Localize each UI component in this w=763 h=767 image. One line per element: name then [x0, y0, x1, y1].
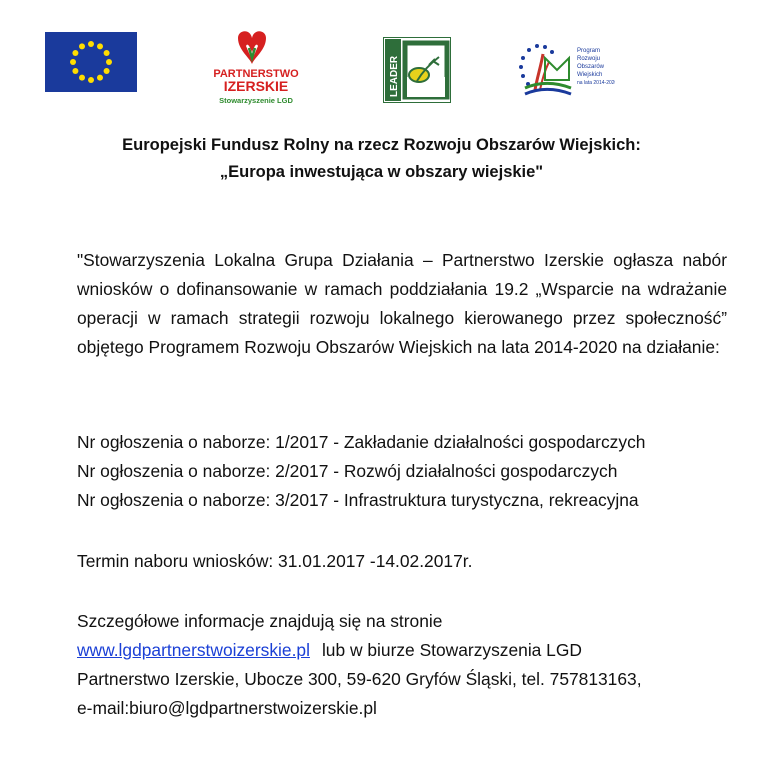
- info-line-2-rest: lub w biurze Stowarzyszenia LGD: [321, 640, 582, 660]
- call-item-2: Nr ogłoszenia o naborze: 2/2017 - Rozwój działalności gospodarczych: [77, 461, 618, 481]
- title-line-2: „Europa inwestująca w obszary wiejskie": [219, 163, 544, 181]
- pi-line3: Stowarzyszenie LGD: [219, 96, 293, 105]
- prow-grain-icon: [525, 54, 571, 94]
- prow-line5: na lata 2014-2020: [577, 80, 615, 86]
- pi-line2: IZERSKIE: [223, 78, 289, 94]
- application-term: Termin naboru wniosków: 31.01.2017 -14.02.2017r.: [77, 551, 473, 571]
- info-line-3: Partnerstwo Izerskie, Ubocze 300, 59-620 Gryfów Śląski, tel. 757813163,: [77, 669, 642, 689]
- call-item-1: Nr ogłoszenia o naborze: 1/2017 - Zakładanie działalności gospodarczych: [77, 432, 646, 452]
- leader-text: LEADER: [389, 55, 400, 97]
- eu-flag-logo: [45, 32, 137, 92]
- prow-line3: Obszarów: [577, 64, 605, 70]
- pi-line1: PARTNERSTWO: [213, 68, 299, 80]
- title-line-1: Europejski Fundusz Rolny na rzecz Rozwoju Obszarów Wiejskich:: [122, 136, 641, 154]
- prow-line2: Rozwoju: [577, 56, 601, 62]
- prow-line1: Program: [577, 48, 601, 54]
- website-link[interactable]: www.lgdpartnerstwoizerskie.pl: [77, 640, 310, 660]
- leader-logo: [383, 37, 451, 103]
- heart-icon: [238, 31, 266, 64]
- call-item-3: Nr ogłoszenia o naborze: 3/2017 - Infrastruktura turystyczna, rekreacyjna: [77, 490, 639, 510]
- info-line-1: Szczegółowe informacje znajdują się na stronie: [77, 611, 443, 631]
- partnerstwo-izerskie-logo: [202, 28, 310, 108]
- info-line-2: [77, 636, 727, 665]
- prow-logo: [515, 38, 615, 104]
- intro-paragraph: "Stowarzyszenia Lokalna Grupa Działania – Partnerstwo Izerskie ogłasza nabór wniosków o dofinansowanie w ramach poddziałania 19.2 „Wsparcie na wdrażanie operacji w ramach strategii rozwoju lokalnego kierowanego przez społeczność” objętego Programem Rozwoju Obszarów Wiejskich na lata 2014-2020 na działanie:: [77, 250, 727, 357]
- eu-stars-icon: [45, 32, 137, 92]
- prow-line4: Wiejskich: [577, 72, 603, 78]
- contact-email: e-mail:biuro@lgdpartnerstwoizerskie.pl: [77, 698, 377, 718]
